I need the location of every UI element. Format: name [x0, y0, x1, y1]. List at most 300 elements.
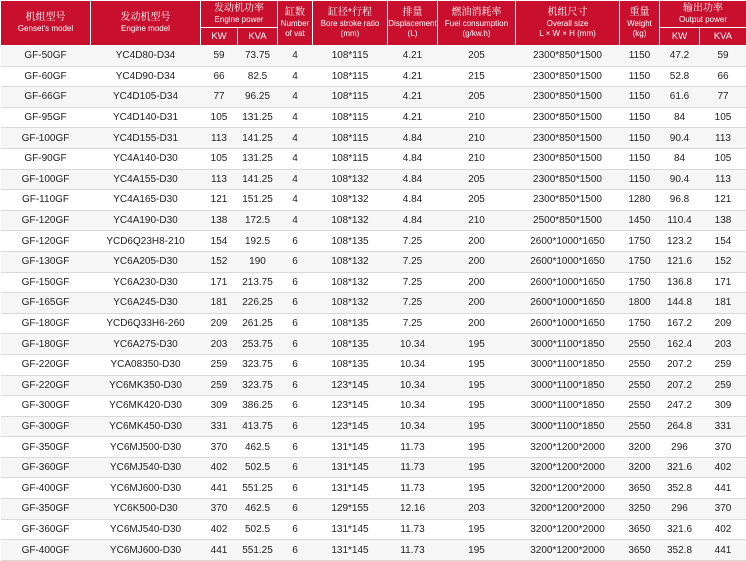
cell-output-kva: 77 [700, 87, 746, 108]
cell-bore-stroke: 129*155 [313, 499, 388, 520]
cell-output-kw: 121.6 [660, 251, 700, 272]
cell-genset-model: GF-360GF [1, 519, 91, 540]
cell-engine-kw: 66 [201, 66, 238, 87]
cell-engine-model: YC4D105-D34 [91, 87, 201, 108]
cell-displacement: 7.25 [388, 313, 438, 334]
cell-bore-stroke: 108*135 [313, 313, 388, 334]
header-output-kva: KVA [700, 28, 746, 46]
cell-fuel-consumption: 205 [438, 87, 516, 108]
cell-engine-model: YCA08350-D30 [91, 354, 201, 375]
table-row [1, 354, 746, 375]
cell-displacement: 11.73 [388, 519, 438, 540]
cell-fuel-consumption: 210 [438, 128, 516, 149]
cell-overall-size: 3000*1100*1850 [516, 334, 620, 355]
cell-output-kw: 144.8 [660, 293, 700, 314]
header-displacement: 排量 Displacement (L) [388, 1, 438, 46]
cell-overall-size: 2300*850*1500 [516, 87, 620, 108]
cell-fuel-consumption: 203 [438, 499, 516, 520]
cell-engine-kva: 226.25 [238, 293, 278, 314]
cell-output-kva: 203 [700, 334, 746, 355]
cell-displacement: 4.21 [388, 66, 438, 87]
cell-output-kva: 402 [700, 519, 746, 540]
cell-output-kw: 123.2 [660, 231, 700, 252]
cell-output-kva: 309 [700, 396, 746, 417]
cell-bore-stroke: 123*145 [313, 396, 388, 417]
cell-output-kw: 167.2 [660, 313, 700, 334]
cell-engine-kva: 551.25 [238, 478, 278, 499]
cell-fuel-consumption: 210 [438, 148, 516, 169]
table-row [1, 293, 746, 314]
cell-overall-size: 2600*1000*1650 [516, 272, 620, 293]
cell-output-kw: 47.2 [660, 46, 700, 67]
cell-output-kva: 138 [700, 210, 746, 231]
table-row [1, 499, 746, 520]
cell-weight: 1150 [620, 66, 660, 87]
cell-cylinders: 6 [278, 354, 313, 375]
cell-displacement: 11.73 [388, 540, 438, 561]
cell-displacement: 4.21 [388, 87, 438, 108]
cell-fuel-consumption: 205 [438, 46, 516, 67]
cell-genset-model: GF-130GF [1, 251, 91, 272]
table-row [1, 169, 746, 190]
cell-fuel-consumption: 195 [438, 334, 516, 355]
cell-weight: 2550 [620, 416, 660, 437]
cell-overall-size: 3000*1100*1850 [516, 416, 620, 437]
cell-bore-stroke: 108*132 [313, 190, 388, 211]
cell-bore-stroke: 131*145 [313, 540, 388, 561]
cell-genset-model: GF-220GF [1, 354, 91, 375]
cell-engine-kva: 462.5 [238, 499, 278, 520]
cell-overall-size: 3200*1200*2000 [516, 437, 620, 458]
cell-engine-kva: 413.75 [238, 416, 278, 437]
cell-overall-size: 2600*1000*1650 [516, 231, 620, 252]
header-output-kw: KW [660, 28, 700, 46]
table-row [1, 251, 746, 272]
cell-bore-stroke: 108*132 [313, 272, 388, 293]
cell-bore-stroke: 108*135 [313, 334, 388, 355]
cell-displacement: 4.84 [388, 169, 438, 190]
cell-overall-size: 3000*1100*1850 [516, 354, 620, 375]
cell-output-kw: 84 [660, 148, 700, 169]
table-row [1, 519, 746, 540]
cell-genset-model: GF-300GF [1, 416, 91, 437]
cell-output-kva: 181 [700, 293, 746, 314]
cell-engine-kva: 131.25 [238, 148, 278, 169]
cell-genset-model: GF-90GF [1, 148, 91, 169]
cell-engine-kva: 323.75 [238, 375, 278, 396]
cell-bore-stroke: 123*145 [313, 416, 388, 437]
cell-engine-model: YC4D80-D34 [91, 46, 201, 67]
cell-bore-stroke: 108*132 [313, 169, 388, 190]
cell-displacement: 10.34 [388, 396, 438, 417]
cell-bore-stroke: 108*135 [313, 354, 388, 375]
cell-engine-model: YC4A190-D30 [91, 210, 201, 231]
cell-genset-model: GF-66GF [1, 87, 91, 108]
cell-engine-model: YC4D155-D31 [91, 128, 201, 149]
cell-output-kw: 52.8 [660, 66, 700, 87]
cell-cylinders: 6 [278, 437, 313, 458]
cell-engine-kva: 502.5 [238, 519, 278, 540]
cell-output-kva: 105 [700, 107, 746, 128]
cell-engine-kw: 113 [201, 128, 238, 149]
table-row [1, 437, 746, 458]
cell-output-kva: 113 [700, 169, 746, 190]
cell-weight: 1150 [620, 107, 660, 128]
cell-bore-stroke: 108*115 [313, 46, 388, 67]
cell-fuel-consumption: 210 [438, 210, 516, 231]
cell-engine-model: YC6MJ600-D30 [91, 540, 201, 561]
cell-engine-kw: 441 [201, 478, 238, 499]
cell-cylinders: 4 [278, 66, 313, 87]
cell-output-kw: 321.6 [660, 457, 700, 478]
cell-cylinders: 6 [278, 272, 313, 293]
cell-bore-stroke: 131*145 [313, 437, 388, 458]
cell-engine-model: YC6A245-D30 [91, 293, 201, 314]
cell-engine-model: YC6MK450-D30 [91, 416, 201, 437]
cell-bore-stroke: 108*115 [313, 87, 388, 108]
header-engine-kw: KW [201, 28, 238, 46]
header-cylinders: 缸数 Number of vat [278, 1, 313, 46]
cell-fuel-consumption: 195 [438, 416, 516, 437]
cell-output-kva: 259 [700, 354, 746, 375]
cell-engine-model: YC6MJ500-D30 [91, 437, 201, 458]
cell-output-kva: 66 [700, 66, 746, 87]
cell-overall-size: 2600*1000*1650 [516, 313, 620, 334]
cell-cylinders: 4 [278, 46, 313, 67]
cell-output-kw: 264.8 [660, 416, 700, 437]
cell-engine-kva: 462.5 [238, 437, 278, 458]
cell-displacement: 10.34 [388, 354, 438, 375]
cell-weight: 1150 [620, 87, 660, 108]
cell-cylinders: 6 [278, 251, 313, 272]
cell-weight: 1750 [620, 272, 660, 293]
cell-engine-kva: 323.75 [238, 354, 278, 375]
cell-output-kw: 162.4 [660, 334, 700, 355]
cell-output-kva: 370 [700, 499, 746, 520]
cell-bore-stroke: 131*145 [313, 457, 388, 478]
cell-engine-model: YC6A275-D30 [91, 334, 201, 355]
cell-engine-kva: 192.5 [238, 231, 278, 252]
table-body [1, 46, 746, 561]
cell-bore-stroke: 108*115 [313, 107, 388, 128]
cell-output-kw: 247.2 [660, 396, 700, 417]
cell-output-kw: 207.2 [660, 354, 700, 375]
cell-fuel-consumption: 195 [438, 354, 516, 375]
cell-displacement: 10.34 [388, 334, 438, 355]
cell-weight: 1150 [620, 128, 660, 149]
cell-engine-model: YCD6Q23H8-210 [91, 231, 201, 252]
header-engine-power: 发动机功率 Engine power [201, 1, 278, 28]
cell-overall-size: 2300*850*1500 [516, 169, 620, 190]
cell-output-kva: 370 [700, 437, 746, 458]
cell-engine-model: YC6MJ540-D30 [91, 457, 201, 478]
cell-overall-size: 2600*1000*1650 [516, 251, 620, 272]
cell-cylinders: 6 [278, 416, 313, 437]
cell-engine-kw: 113 [201, 169, 238, 190]
cell-output-kw: 296 [660, 499, 700, 520]
cell-cylinders: 6 [278, 293, 313, 314]
cell-output-kva: 331 [700, 416, 746, 437]
cell-weight: 3250 [620, 499, 660, 520]
cell-displacement: 10.34 [388, 375, 438, 396]
cell-genset-model: GF-60GF [1, 66, 91, 87]
cell-weight: 1150 [620, 169, 660, 190]
cell-engine-kva: 213.75 [238, 272, 278, 293]
cell-output-kva: 441 [700, 478, 746, 499]
cell-output-kva: 402 [700, 457, 746, 478]
cell-engine-kva: 151.25 [238, 190, 278, 211]
cell-cylinders: 4 [278, 148, 313, 169]
table-row [1, 210, 746, 231]
cell-cylinders: 6 [278, 499, 313, 520]
cell-overall-size: 3200*1200*2000 [516, 540, 620, 561]
cell-fuel-consumption: 195 [438, 519, 516, 540]
cell-output-kva: 113 [700, 128, 746, 149]
cell-weight: 2550 [620, 334, 660, 355]
cell-fuel-consumption: 200 [438, 272, 516, 293]
cell-bore-stroke: 131*145 [313, 478, 388, 499]
header-genset-model: 机组型号 Genset's model [1, 1, 91, 46]
cell-output-kw: 84 [660, 107, 700, 128]
header-overall-size: 机组尺寸 Overall size L × W × H (mm) [516, 1, 620, 46]
cell-weight: 1280 [620, 190, 660, 211]
table-row [1, 231, 746, 252]
cell-displacement: 7.25 [388, 272, 438, 293]
cell-cylinders: 6 [278, 231, 313, 252]
cell-overall-size: 3200*1200*2000 [516, 457, 620, 478]
cell-engine-model: YC4D90-D34 [91, 66, 201, 87]
cell-engine-kw: 121 [201, 190, 238, 211]
cell-cylinders: 4 [278, 169, 313, 190]
table-row [1, 396, 746, 417]
cell-engine-model: YC6MJ600-D30 [91, 478, 201, 499]
cell-engine-kw: 154 [201, 231, 238, 252]
cell-cylinders: 6 [278, 478, 313, 499]
table-row [1, 148, 746, 169]
cell-genset-model: GF-95GF [1, 107, 91, 128]
table-row [1, 46, 746, 67]
cell-engine-kva: 551.25 [238, 540, 278, 561]
cell-engine-kw: 259 [201, 354, 238, 375]
cell-genset-model: GF-400GF [1, 478, 91, 499]
cell-engine-kw: 402 [201, 519, 238, 540]
cell-displacement: 4.84 [388, 148, 438, 169]
cell-engine-kw: 77 [201, 87, 238, 108]
cell-cylinders: 6 [278, 334, 313, 355]
cell-engine-kw: 209 [201, 313, 238, 334]
cell-output-kva: 259 [700, 375, 746, 396]
cell-genset-model: GF-120GF [1, 231, 91, 252]
cell-genset-model: GF-360GF [1, 457, 91, 478]
table-row [1, 87, 746, 108]
cell-engine-kva: 502.5 [238, 457, 278, 478]
cell-engine-model: YC4A140-D30 [91, 148, 201, 169]
cell-cylinders: 6 [278, 519, 313, 540]
cell-engine-kva: 261.25 [238, 313, 278, 334]
cell-bore-stroke: 108*115 [313, 66, 388, 87]
cell-engine-kva: 82.5 [238, 66, 278, 87]
cell-output-kva: 59 [700, 46, 746, 67]
cell-genset-model: GF-180GF [1, 313, 91, 334]
cell-engine-model: YC4D140-D31 [91, 107, 201, 128]
cell-overall-size: 2500*850*1500 [516, 210, 620, 231]
cell-fuel-consumption: 195 [438, 375, 516, 396]
cell-engine-kw: 138 [201, 210, 238, 231]
cell-output-kva: 154 [700, 231, 746, 252]
cell-cylinders: 4 [278, 107, 313, 128]
cell-genset-model: GF-350GF [1, 499, 91, 520]
cell-overall-size: 2300*850*1500 [516, 46, 620, 67]
cell-genset-model: GF-120GF [1, 210, 91, 231]
cell-displacement: 11.73 [388, 437, 438, 458]
cell-bore-stroke: 108*135 [313, 231, 388, 252]
header-fuel-consumption: 燃油消耗率 Fuel consumption (g/kw.h) [438, 1, 516, 46]
cell-engine-kw: 203 [201, 334, 238, 355]
cell-weight: 3200 [620, 437, 660, 458]
cell-fuel-consumption: 200 [438, 293, 516, 314]
cell-engine-kva: 96.25 [238, 87, 278, 108]
table-row [1, 416, 746, 437]
header-output-power: 输出功率 Output power [660, 1, 746, 28]
cell-weight: 3650 [620, 478, 660, 499]
table-row [1, 313, 746, 334]
cell-weight: 1750 [620, 251, 660, 272]
cell-fuel-consumption: 195 [438, 540, 516, 561]
header-weight: 重量 Weight (kg) [620, 1, 660, 46]
cell-overall-size: 2600*1000*1650 [516, 293, 620, 314]
cell-engine-kw: 105 [201, 107, 238, 128]
cell-genset-model: GF-400GF [1, 540, 91, 561]
cell-output-kw: 61.6 [660, 87, 700, 108]
cell-weight: 1750 [620, 313, 660, 334]
cell-overall-size: 2300*850*1500 [516, 148, 620, 169]
cell-output-kw: 352.8 [660, 540, 700, 561]
table-row [1, 66, 746, 87]
cell-genset-model: GF-50GF [1, 46, 91, 67]
cell-bore-stroke: 108*132 [313, 251, 388, 272]
cell-overall-size: 3000*1100*1850 [516, 396, 620, 417]
cell-engine-kw: 441 [201, 540, 238, 561]
cell-output-kva: 209 [700, 313, 746, 334]
cell-overall-size: 2300*850*1500 [516, 66, 620, 87]
table-row [1, 457, 746, 478]
cell-fuel-consumption: 215 [438, 66, 516, 87]
cell-engine-model: YC6MK350-D30 [91, 375, 201, 396]
cell-engine-kva: 141.25 [238, 128, 278, 149]
cell-engine-kw: 59 [201, 46, 238, 67]
cell-overall-size: 3200*1200*2000 [516, 519, 620, 540]
cell-weight: 1750 [620, 231, 660, 252]
cell-engine-kva: 386.25 [238, 396, 278, 417]
cell-weight: 2550 [620, 375, 660, 396]
cell-fuel-consumption: 195 [438, 478, 516, 499]
cell-weight: 3200 [620, 457, 660, 478]
cell-displacement: 7.25 [388, 293, 438, 314]
cell-genset-model: GF-180GF [1, 334, 91, 355]
cell-fuel-consumption: 205 [438, 190, 516, 211]
cell-cylinders: 6 [278, 540, 313, 561]
cell-cylinders: 6 [278, 375, 313, 396]
table-row [1, 128, 746, 149]
cell-output-kw: 96.8 [660, 190, 700, 211]
cell-overall-size: 2300*850*1500 [516, 107, 620, 128]
cell-engine-model: YC4A155-D30 [91, 169, 201, 190]
header-engine-model: 发动机型号 Engine model [91, 1, 201, 46]
cell-cylinders: 6 [278, 313, 313, 334]
cell-engine-model: YCD6Q33H6-260 [91, 313, 201, 334]
table-row [1, 375, 746, 396]
cell-output-kw: 110.4 [660, 210, 700, 231]
cell-bore-stroke: 123*145 [313, 375, 388, 396]
cell-displacement: 7.25 [388, 231, 438, 252]
cell-genset-model: GF-300GF [1, 396, 91, 417]
table-row [1, 107, 746, 128]
table-row [1, 334, 746, 355]
cell-output-kw: 90.4 [660, 128, 700, 149]
cell-engine-kw: 370 [201, 437, 238, 458]
cell-weight: 2550 [620, 396, 660, 417]
cell-output-kw: 321.6 [660, 519, 700, 540]
cell-engine-model: YC6MK420-D30 [91, 396, 201, 417]
cell-bore-stroke: 108*115 [313, 148, 388, 169]
cell-fuel-consumption: 195 [438, 396, 516, 417]
cell-engine-kw: 105 [201, 148, 238, 169]
cell-output-kw: 90.4 [660, 169, 700, 190]
cell-engine-model: YC6A205-D30 [91, 251, 201, 272]
cell-output-kva: 152 [700, 251, 746, 272]
cell-cylinders: 6 [278, 396, 313, 417]
cell-displacement: 4.84 [388, 128, 438, 149]
cell-fuel-consumption: 200 [438, 251, 516, 272]
cell-cylinders: 6 [278, 457, 313, 478]
cell-genset-model: GF-110GF [1, 190, 91, 211]
cell-engine-model: YC6MJ540-D30 [91, 519, 201, 540]
cell-engine-kw: 171 [201, 272, 238, 293]
cell-displacement: 4.21 [388, 107, 438, 128]
cell-genset-model: GF-100GF [1, 169, 91, 190]
cell-weight: 3650 [620, 519, 660, 540]
cell-overall-size: 2300*850*1500 [516, 190, 620, 211]
cell-genset-model: GF-220GF [1, 375, 91, 396]
cell-fuel-consumption: 195 [438, 457, 516, 478]
cell-cylinders: 4 [278, 87, 313, 108]
cell-fuel-consumption: 200 [438, 231, 516, 252]
cell-engine-kw: 402 [201, 457, 238, 478]
cell-weight: 3650 [620, 540, 660, 561]
table-row [1, 272, 746, 293]
cell-output-kw: 296 [660, 437, 700, 458]
cell-bore-stroke: 108*132 [313, 293, 388, 314]
cell-bore-stroke: 131*145 [313, 519, 388, 540]
table-header [1, 1, 746, 46]
cell-displacement: 4.21 [388, 46, 438, 67]
cell-engine-kw: 181 [201, 293, 238, 314]
cell-bore-stroke: 108*132 [313, 210, 388, 231]
cell-engine-kw: 259 [201, 375, 238, 396]
cell-overall-size: 3000*1100*1850 [516, 375, 620, 396]
cell-displacement: 10.34 [388, 416, 438, 437]
cell-fuel-consumption: 200 [438, 313, 516, 334]
cell-output-kw: 207.2 [660, 375, 700, 396]
cell-displacement: 7.25 [388, 251, 438, 272]
cell-cylinders: 4 [278, 210, 313, 231]
cell-displacement: 11.73 [388, 478, 438, 499]
cell-cylinders: 4 [278, 128, 313, 149]
cell-displacement: 4.84 [388, 210, 438, 231]
cell-weight: 1150 [620, 46, 660, 67]
cell-cylinders: 4 [278, 190, 313, 211]
cell-engine-kva: 131.25 [238, 107, 278, 128]
